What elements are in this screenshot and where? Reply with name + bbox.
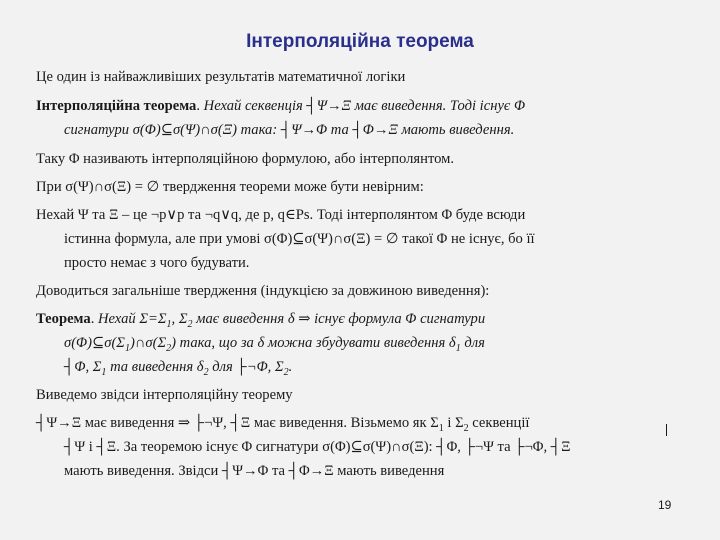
text-line-5 xyxy=(36,178,424,196)
text-segment: σ(Φ)⊆σ(Σ xyxy=(64,335,125,351)
text-segment: мають виведення. Звідси ┤Ψ→Φ та ┤Φ→Ξ мають виведення xyxy=(64,463,445,479)
text-segment: Нехай Ψ та Ξ – це ¬p∨p та ¬q∨q, де p, q∈Ps. Тоді інтерполянтом Φ буде всюди xyxy=(36,207,526,223)
slide-title: Інтерполяційна теорема xyxy=(246,31,474,52)
text-line-11 xyxy=(64,334,485,358)
subscript-segment: 1 xyxy=(438,422,444,434)
subscript-segment: 2 xyxy=(187,318,193,330)
text-line-15 xyxy=(64,438,571,456)
text-segment: істинна формула, але при умові σ(Φ)⊆σ(Ψ)∩σ(Ξ) = ∅ такої Φ не існує, бо її xyxy=(64,231,535,247)
subscript-segment: 1 xyxy=(455,342,461,354)
text-line-1 xyxy=(36,68,405,86)
text-line-16 xyxy=(64,462,444,480)
text-segment: має виведення δ ⇒ існує формула Φ сигнатури xyxy=(192,311,486,327)
text-segment: . xyxy=(90,311,98,327)
text-segment: для ├¬Φ, Σ xyxy=(208,359,284,375)
text-segment: і Σ xyxy=(443,415,464,431)
text-segment: секвенції xyxy=(468,415,530,431)
text-line-9 xyxy=(36,282,489,300)
text-segment: , Σ xyxy=(171,311,188,327)
text-segment: ) така, що за δ можна збудувати виведення δ xyxy=(171,335,456,351)
text-segment: ┤Ψ→Ξ має виведення ⇒ ├¬Ψ, ┤Ξ має виведення. Візьмемо як Σ xyxy=(36,415,439,431)
text-segment: для xyxy=(460,335,485,351)
subscript-segment: 2 xyxy=(283,366,289,378)
text-segment: Теорема xyxy=(36,311,91,327)
text-line-8 xyxy=(64,254,249,272)
text-line-2 xyxy=(36,97,525,115)
text-segment: ┤Φ, Σ xyxy=(64,359,102,375)
subscript-segment: 2 xyxy=(166,342,172,354)
subscript-segment: 2 xyxy=(463,422,469,434)
subscript-segment: 1 xyxy=(124,342,130,354)
text-segment: сигнатури σ(Φ)⊆σ(Ψ)∩σ(Ξ) така: ┤Ψ→Φ та ┤Φ→Ξ мають виведення. xyxy=(64,122,515,138)
subscript-segment: 1 xyxy=(101,366,107,378)
text-segment: При σ(Ψ)∩σ(Ξ) = ∅ твердження теореми може бути невірним: xyxy=(36,179,424,195)
text-segment: Таку Φ називають інтерполяційною формулою, або інтерполянтом. xyxy=(36,151,455,167)
text-segment: Це один із найважливіших результатів математичної логіки xyxy=(36,69,406,85)
stray-mark xyxy=(666,424,667,436)
page-number: 19 xyxy=(658,498,672,512)
text-segment: . xyxy=(288,359,293,375)
text-segment: Доводиться загальніше твердження (індукцією за довжиною виведення): xyxy=(36,283,490,299)
text-line-6 xyxy=(36,206,525,224)
text-segment: ┤Ψ і ┤Ξ. За теоремою існує Φ сигнатури σ(Φ)⊆σ(Ψ)∩σ(Ξ): ┤Φ, ├¬Ψ та ├¬Φ, ┤Ξ xyxy=(64,439,571,455)
text-segment: )∩σ(Σ xyxy=(129,335,167,351)
text-segment: . xyxy=(196,98,204,114)
text-segment: та виведення δ xyxy=(106,359,204,375)
text-segment: просто немає з чого будувати. xyxy=(64,255,250,271)
text-segment: Інтерполяційна теорема xyxy=(36,98,197,114)
subscript-segment: 1 xyxy=(166,318,172,330)
text-line-4 xyxy=(36,150,454,168)
text-line-14 xyxy=(36,414,529,438)
text-line-3 xyxy=(64,121,514,139)
text-line-12 xyxy=(64,358,292,382)
subscript-segment: 2 xyxy=(203,366,209,378)
text-segment: Нехай Σ=Σ xyxy=(97,311,167,327)
text-line-10 xyxy=(36,310,485,334)
text-segment: Виведемо звідси інтерполяційну теорему xyxy=(36,387,293,403)
text-segment: Нехай секвенція ┤Ψ→Ξ має виведення. Тоді існує Φ xyxy=(203,98,526,114)
text-line-7 xyxy=(64,230,535,248)
text-line-13 xyxy=(36,386,293,404)
